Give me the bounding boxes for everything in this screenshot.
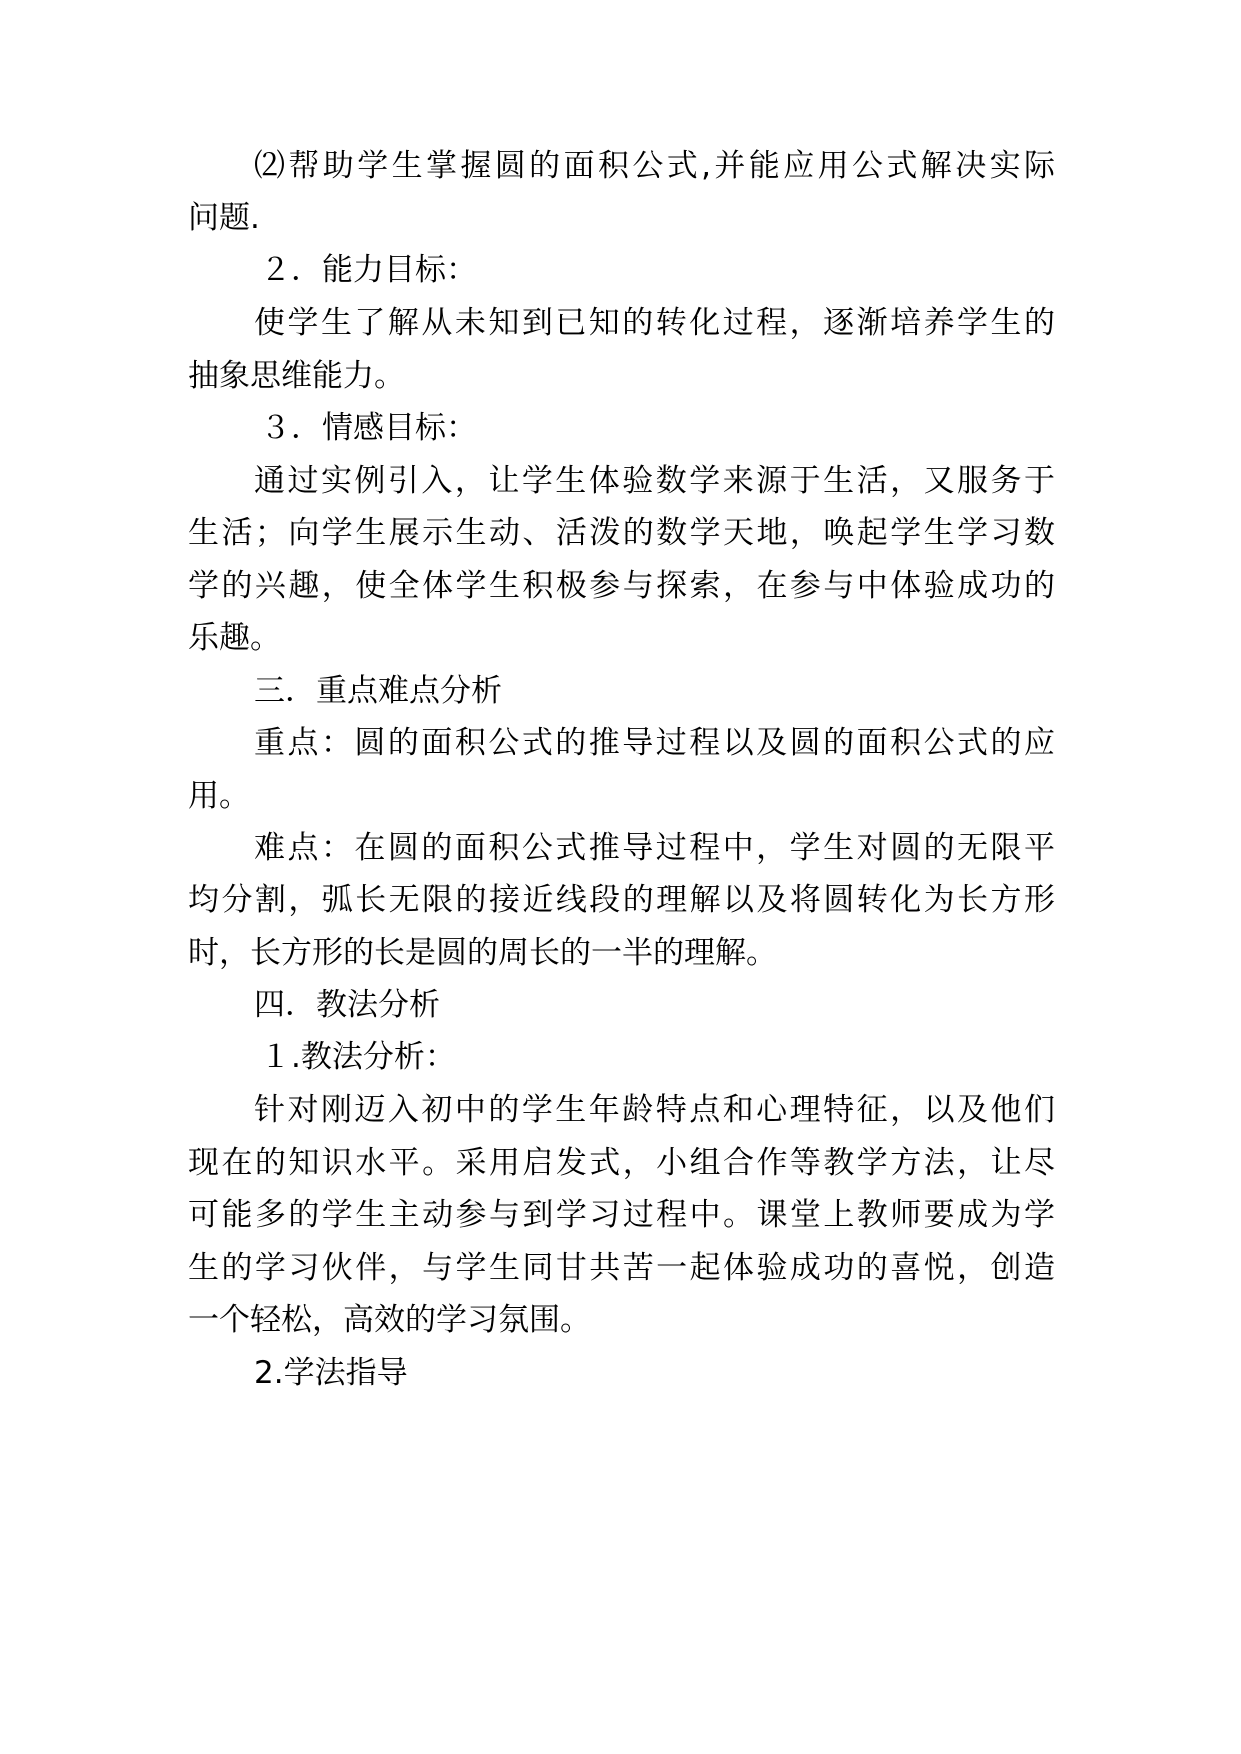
section-heading: 四．教法分析: [254, 988, 440, 1022]
paragraph-line: 用。: [188, 779, 250, 813]
paragraph-line: 重点：圆的面积公式的推导过程以及圆的面积公式的应: [254, 726, 1055, 760]
paragraph-line: 抽象思维能力。: [188, 359, 405, 393]
section-heading: １.教法分析：: [260, 1040, 456, 1074]
paragraph-line: 使学生了解从未知到已知的转化过程，逐渐培养学生的: [254, 306, 1055, 340]
paragraph-line: 现在的知识水平。采用启发式，小组合作等教学方法，让尽: [188, 1146, 1055, 1180]
paragraph-line: 时，长方形的长是圆的周长的一半的理解。: [188, 936, 777, 970]
paragraph-line: ⑵帮助学生掌握圆的面积公式,并能应用公式解决实际: [254, 149, 1055, 183]
paragraph-line: 均分割，弧长无限的接近线段的理解以及将圆转化为长方形: [188, 883, 1055, 917]
section-heading: ２．能力目标：: [260, 253, 477, 287]
section-heading: ３．情感目标：: [260, 411, 477, 445]
paragraph-line: 生的学习伙伴，与学生同甘共苦一起体验成功的喜悦，创造: [188, 1251, 1055, 1285]
paragraph-line: 针对刚迈入初中的学生年龄特点和心理特征，以及他们: [254, 1093, 1055, 1127]
paragraph-line: 通过实例引入，让学生体验数学来源于生活，又服务于: [254, 464, 1055, 498]
paragraph-line: 难点：在圆的面积公式推导过程中，学生对圆的无限平: [254, 831, 1055, 865]
paragraph-line: 学的兴趣，使全体学生积极参与探索，在参与中体验成功的: [188, 569, 1055, 603]
paragraph-line: 问题.: [188, 201, 260, 235]
paragraph-line: 可能多的学生主动参与到学习过程中。课堂上教师要成为学: [188, 1198, 1055, 1232]
paragraph-line: 生活；向学生展示生动、活泼的数学天地，唤起学生学习数: [188, 516, 1055, 550]
section-heading: 2.学法指导: [254, 1356, 408, 1390]
paragraph-line: 乐趣。: [188, 621, 281, 655]
document-page: [188, 0, 1055, 1754]
paragraph-line: 一个轻松，高效的学习氛围。: [188, 1303, 591, 1337]
section-heading: 三．重点难点分析: [254, 674, 502, 708]
